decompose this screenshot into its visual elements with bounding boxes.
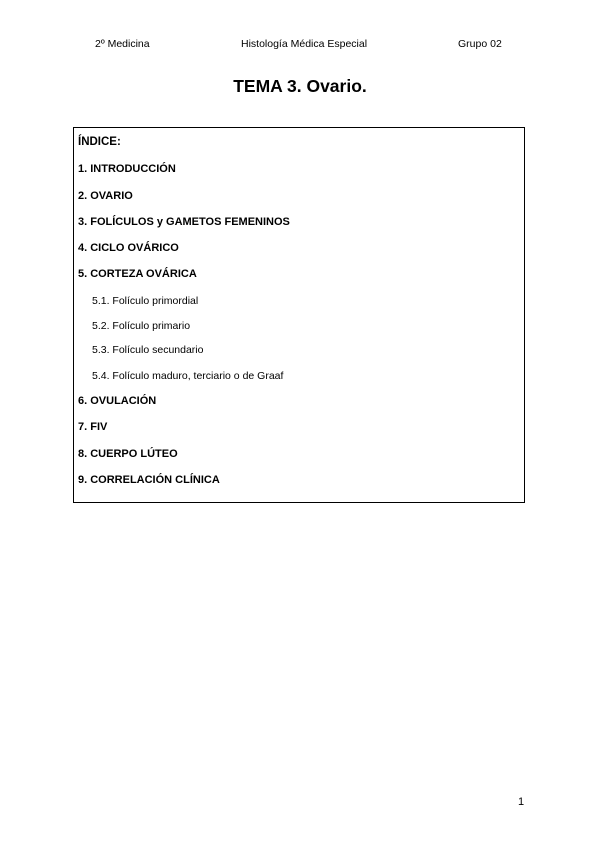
toc-item-fiv: 7. FIV [78, 421, 108, 433]
header-subject: Histología Médica Especial [241, 38, 368, 50]
header-group: Grupo 02 [458, 38, 502, 50]
header-course: 2º Medicina [95, 38, 150, 50]
toc-subitem-foliculo-primario: 5.2. Folículo primario [92, 320, 191, 332]
toc-item-foliculos-gametos: 3. FOLÍCULOS y GAMETOS FEMENINOS [78, 216, 290, 228]
toc-item-ovulacion: 6. OVULACIÓN [78, 395, 157, 407]
toc-subitem-foliculo-maduro: 5.4. Folículo maduro, terciario o de Graaf [92, 370, 284, 382]
toc-item-ciclo-ovarico: 4. CICLO OVÁRICO [78, 242, 179, 254]
toc-item-introduccion: 1. INTRODUCCIÓN [78, 163, 176, 175]
toc-item-correlacion-clinica: 9. CORRELACIÓN CLÍNICA [78, 474, 220, 486]
page-header [0, 38, 600, 52]
toc-subitem-foliculo-primordial: 5.1. Folículo primordial [92, 295, 199, 307]
toc-item-ovario: 2. OVARIO [78, 190, 133, 202]
toc-subitem-foliculo-secundario: 5.3. Folículo secundario [92, 344, 204, 356]
page-title: TEMA 3. Ovario. [233, 76, 367, 96]
toc-item-corteza-ovarica: 5. CORTEZA OVÁRICA [78, 268, 197, 280]
table-of-contents [73, 127, 525, 503]
toc-item-cuerpo-luteo: 8. CUERPO LÚTEO [78, 448, 178, 460]
page-number: 1 [518, 796, 525, 808]
toc-heading: ÍNDICE: [78, 136, 121, 148]
